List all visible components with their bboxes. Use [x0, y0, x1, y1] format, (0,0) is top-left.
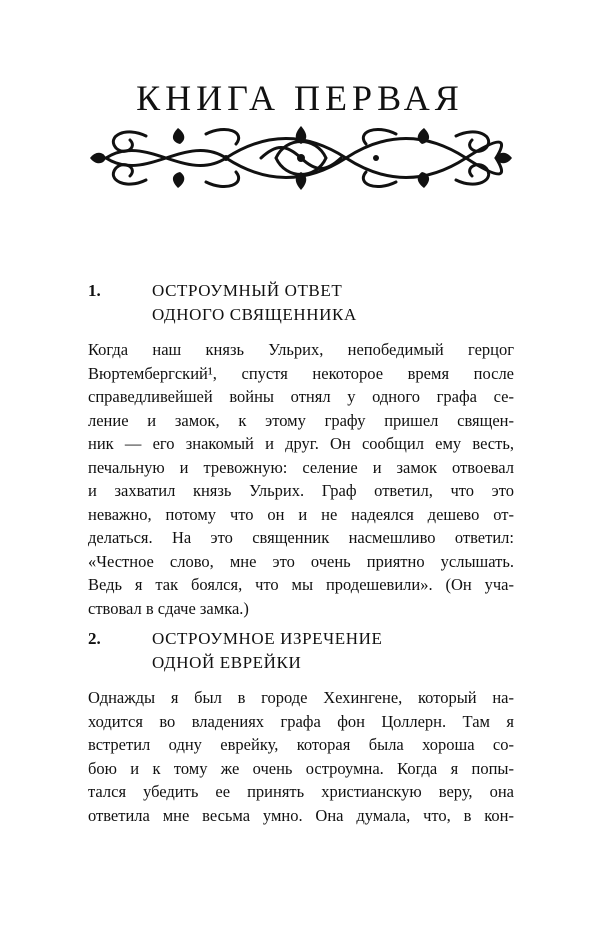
text-line: Вюртембергский¹, спустя некоторое время после	[88, 363, 514, 383]
text-line: Ведь я так боялся, что мы продешевили». (Он уча-	[88, 575, 514, 594]
text-line: и захватил князь Ульрих. Граф ответил, что это	[88, 481, 514, 500]
section-2-title-line-2: ОДНОЙ ЕВРЕЙКИ	[152, 653, 302, 672]
section-2-number: 2.	[88, 629, 101, 648]
text-line: встретил одну еврейку, которая была хороша со-	[88, 735, 514, 754]
text-line: неважно, потому что он и не надеялся дешево от-	[88, 504, 514, 524]
text-line: «Честное слово, мне это очень приятно услышать.	[88, 551, 514, 571]
section-1-paragraph	[88, 338, 514, 620]
section-1-number: 1.	[88, 281, 101, 300]
text-line: делаться. На это священник насмешливо ответил:	[88, 528, 514, 547]
section-2-title-line-1: ОСТРОУМНОЕ ИЗРЕЧЕНИЕ	[152, 629, 383, 648]
text-line: Когда наш князь Ульрих, непобедимый герцог	[88, 340, 514, 359]
section-1-title	[152, 280, 357, 326]
text-line: печальную и тревожную: селение и замок отвоевал	[88, 457, 514, 477]
text-line: ствовал в сдаче замка.)	[88, 598, 249, 618]
text-line: ник — его знакомый и друг. Он сообщил ему весть,	[88, 434, 514, 453]
text-line: ходится во владениях графа фон Цоллерн. Там я	[88, 711, 514, 731]
section-1-title-line-2: ОДНОГО СВЯЩЕННИКА	[152, 305, 357, 324]
section-2-title	[152, 628, 383, 674]
book-title: КНИГА ПЕРВАЯ	[136, 78, 464, 118]
text-line: Однажды я был в городе Хехингене, который на-	[88, 688, 514, 707]
section-1-title-line-1: ОСТРОУМНЫЙ ОТВЕТ	[152, 281, 343, 300]
section-2-paragraph	[88, 686, 514, 827]
text-line: ление и замок, к этому графу пришел священ-	[88, 410, 514, 430]
text-line: ответила мне весьма умно. Она думала, что, в кон-	[88, 805, 514, 825]
text-line: бою и к тому же очень остроумна. Когда я попы-	[88, 758, 514, 778]
text-line: справедливейшей войны отнял у одного графа се-	[88, 387, 514, 406]
decorative-scroll-ornament-icon	[86, 122, 516, 194]
text-line: тался убедить ее принять христианскую веру, она	[88, 782, 514, 801]
